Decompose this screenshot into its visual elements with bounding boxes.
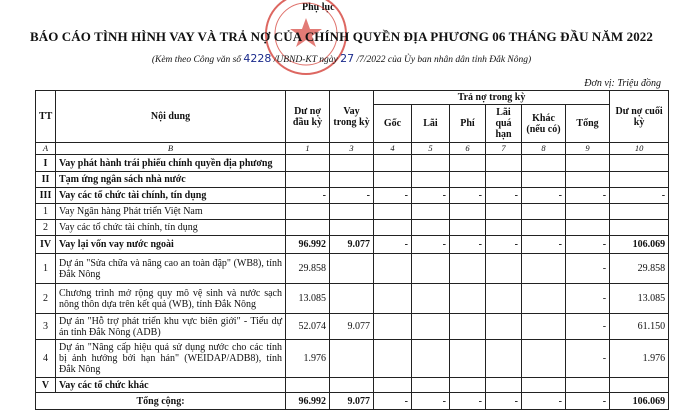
report-title: BÁO CÁO TÌNH HÌNH VAY VÀ TRẢ NỢ CỦA CHÍNH QUYỀN ĐỊA PHƯƠNG 06 THÁNG ĐẦU NĂM 2022 <box>29 29 654 44</box>
value-cell: 52.074 <box>286 314 330 340</box>
row-content: Vay phát hành trái phiếu chính quyền địa phương <box>56 155 286 172</box>
value-cell <box>374 284 412 314</box>
value-cell <box>286 378 330 393</box>
value-cell <box>412 220 450 236</box>
column-index-cell: 1 <box>286 143 330 155</box>
header-other: Khác (nếu có) <box>522 105 566 143</box>
value-cell <box>412 204 450 220</box>
row-content: Vay các tổ chức tài chính, tín dụng <box>56 220 286 236</box>
value-cell <box>522 204 566 220</box>
appendix-label: Phụ lục <box>302 2 335 13</box>
value-cell <box>330 284 374 314</box>
value-cell <box>330 340 374 378</box>
value-cell <box>522 378 566 393</box>
value-cell: - <box>522 236 566 254</box>
total-value-cell: - <box>566 393 610 410</box>
value-cell: 13.085 <box>610 284 669 314</box>
row-number: III <box>36 188 56 204</box>
table-row <box>36 284 669 314</box>
column-index-cell: 10 <box>610 143 669 155</box>
value-cell <box>450 378 486 393</box>
total-row <box>36 393 669 410</box>
value-cell <box>486 284 522 314</box>
value-cell <box>486 340 522 378</box>
header-fee: Phí <box>450 105 486 143</box>
value-cell <box>522 314 566 340</box>
value-cell: 61.150 <box>610 314 669 340</box>
value-cell <box>610 204 669 220</box>
document-day: 27 <box>340 52 355 65</box>
value-cell: - <box>486 236 522 254</box>
column-index-cell: 7 <box>486 143 522 155</box>
value-cell: 96.992 <box>286 236 330 254</box>
row-number: II <box>36 172 56 188</box>
value-cell: 29.858 <box>286 254 330 284</box>
value-cell <box>374 204 412 220</box>
header-borrowing: Vay trong kỳ <box>330 91 374 143</box>
column-index-cell: 8 <box>522 143 566 155</box>
value-cell <box>610 155 669 172</box>
row-content: Dự án "Nâng cấp hiệu quả sử dụng nước cho các tỉnh bị ảnh hưởng bởi hạn hán" (WEIDAP/ADB8), tỉnh Đắk Nông <box>56 340 286 378</box>
value-cell: - <box>566 340 610 378</box>
value-cell <box>486 204 522 220</box>
value-cell: - <box>412 236 450 254</box>
value-cell <box>330 378 374 393</box>
total-value-cell: - <box>486 393 522 410</box>
value-cell <box>412 340 450 378</box>
value-cell <box>374 155 412 172</box>
column-index-cell: 3 <box>330 143 374 155</box>
table-row <box>36 204 669 220</box>
header-tt: TT <box>36 91 56 143</box>
total-value-cell: - <box>412 393 450 410</box>
row-number: V <box>36 378 56 393</box>
value-cell: 1.976 <box>286 340 330 378</box>
value-cell <box>450 155 486 172</box>
header-overdue-interest: Lãi quá hạn <box>486 105 522 143</box>
row-number: 2 <box>36 284 56 314</box>
column-index-cell: 5 <box>412 143 450 155</box>
value-cell <box>566 220 610 236</box>
header-opening-balance: Dư nợ đầu kỳ <box>286 91 330 143</box>
value-cell: - <box>566 188 610 204</box>
value-cell <box>412 284 450 314</box>
value-cell <box>522 254 566 284</box>
value-cell <box>450 204 486 220</box>
row-content: Vay Ngân hàng Phát triển Việt Nam <box>56 204 286 220</box>
value-cell: 29.858 <box>610 254 669 284</box>
header-total: Tổng <box>566 105 610 143</box>
value-cell <box>412 314 450 340</box>
value-cell <box>450 340 486 378</box>
value-cell <box>522 220 566 236</box>
total-value-cell: 9.077 <box>330 393 374 410</box>
value-cell <box>522 172 566 188</box>
column-index-cell: 4 <box>374 143 412 155</box>
value-cell: - <box>374 236 412 254</box>
value-cell <box>566 172 610 188</box>
value-cell <box>522 284 566 314</box>
value-cell <box>486 314 522 340</box>
value-cell <box>330 172 374 188</box>
value-cell <box>486 155 522 172</box>
value-cell <box>374 340 412 378</box>
row-number: 3 <box>36 314 56 340</box>
value-cell <box>412 254 450 284</box>
value-cell: 1.976 <box>610 340 669 378</box>
value-cell <box>374 314 412 340</box>
value-cell <box>450 172 486 188</box>
row-number: I <box>36 155 56 172</box>
value-cell <box>374 172 412 188</box>
value-cell <box>522 340 566 378</box>
value-cell <box>330 254 374 284</box>
value-cell <box>486 172 522 188</box>
value-cell <box>450 314 486 340</box>
column-index-cell: B <box>56 143 286 155</box>
value-cell: - <box>522 188 566 204</box>
value-cell <box>286 220 330 236</box>
value-cell <box>412 155 450 172</box>
table-row <box>36 155 669 172</box>
table-row <box>36 172 669 188</box>
header-interest: Lãi <box>412 105 450 143</box>
table-row <box>36 220 669 236</box>
total-label: Tổng cộng: <box>36 393 286 410</box>
value-cell <box>522 155 566 172</box>
value-cell: - <box>566 254 610 284</box>
row-content: Vay các tổ chức tài chính, tín dụng <box>56 188 286 204</box>
value-cell <box>286 172 330 188</box>
row-number: 4 <box>36 340 56 378</box>
row-content: Chương trình mở rộng quy mô vệ sinh và nước sạch nông thôn dựa trên kết quả (WB), tỉnh Đắk Nông <box>56 284 286 314</box>
value-cell <box>486 254 522 284</box>
value-cell: - <box>566 236 610 254</box>
value-cell <box>450 284 486 314</box>
value-cell <box>486 378 522 393</box>
value-cell <box>330 155 374 172</box>
value-cell <box>566 155 610 172</box>
value-cell <box>412 378 450 393</box>
value-cell: - <box>286 188 330 204</box>
value-cell <box>566 204 610 220</box>
value-cell <box>330 204 374 220</box>
header-principal: Gốc <box>374 105 412 143</box>
value-cell <box>610 172 669 188</box>
value-cell: 13.085 <box>286 284 330 314</box>
header-repayment-group: Trả nợ trong kỳ <box>374 91 610 105</box>
column-index-cell: 9 <box>566 143 610 155</box>
row-number: 1 <box>36 204 56 220</box>
row-content: Dự án "Hỗ trợ phát triển khu vực biên giới" - Tiểu dự án tỉnh Đắk Nông (ADB) <box>56 314 286 340</box>
total-value-cell: - <box>374 393 412 410</box>
column-index-cell: A <box>36 143 56 155</box>
value-cell: - <box>566 284 610 314</box>
report-subtitle: (Kèm theo Công văn số 4228 /UBND-KT ngày 27 /7/2022 của Ủy ban nhân dân tỉnh Đắk Nông) <box>151 52 532 65</box>
table-row <box>36 254 669 284</box>
row-content: Dự án "Sửa chữa và nâng cao an toàn đập" (WB8), tỉnh Đắk Nông <box>56 254 286 284</box>
value-cell: - <box>450 188 486 204</box>
value-cell <box>450 220 486 236</box>
value-cell <box>374 378 412 393</box>
column-index-row <box>36 143 669 155</box>
row-number: IV <box>36 236 56 254</box>
value-cell <box>374 254 412 284</box>
value-cell <box>374 220 412 236</box>
total-value-cell: - <box>522 393 566 410</box>
total-value-cell: 106.069 <box>610 393 669 410</box>
value-cell: 9.077 <box>330 314 374 340</box>
value-cell <box>566 378 610 393</box>
value-cell <box>610 378 669 393</box>
unit-label: Đơn vị: Triệu đồng <box>584 78 661 89</box>
document-number: 4228 <box>243 52 272 65</box>
value-cell <box>486 220 522 236</box>
header-content: Nội dung <box>56 91 286 143</box>
table-row <box>36 378 669 393</box>
value-cell: - <box>566 314 610 340</box>
table-row <box>36 188 669 204</box>
value-cell: - <box>412 188 450 204</box>
value-cell <box>286 204 330 220</box>
value-cell: - <box>330 188 374 204</box>
row-content: Tạm ứng ngân sách nhà nước <box>56 172 286 188</box>
row-content: Vay các tổ chức khác <box>56 378 286 393</box>
value-cell <box>412 172 450 188</box>
value-cell: - <box>610 188 669 204</box>
value-cell <box>610 220 669 236</box>
value-cell <box>286 155 330 172</box>
debt-report-table <box>35 90 669 410</box>
column-index-cell: 6 <box>450 143 486 155</box>
value-cell: 9.077 <box>330 236 374 254</box>
header-closing-balance: Dư nợ cuối kỳ <box>610 91 669 143</box>
row-number: 1 <box>36 254 56 284</box>
table-row <box>36 236 669 254</box>
value-cell: - <box>450 236 486 254</box>
total-value-cell: - <box>450 393 486 410</box>
value-cell: - <box>374 188 412 204</box>
total-value-cell: 96.992 <box>286 393 330 410</box>
table-row <box>36 340 669 378</box>
row-number: 2 <box>36 220 56 236</box>
table-row <box>36 314 669 340</box>
value-cell: 106.069 <box>610 236 669 254</box>
value-cell <box>450 254 486 284</box>
value-cell <box>330 220 374 236</box>
row-content: Vay lại vốn vay nước ngoài <box>56 236 286 254</box>
value-cell: - <box>486 188 522 204</box>
